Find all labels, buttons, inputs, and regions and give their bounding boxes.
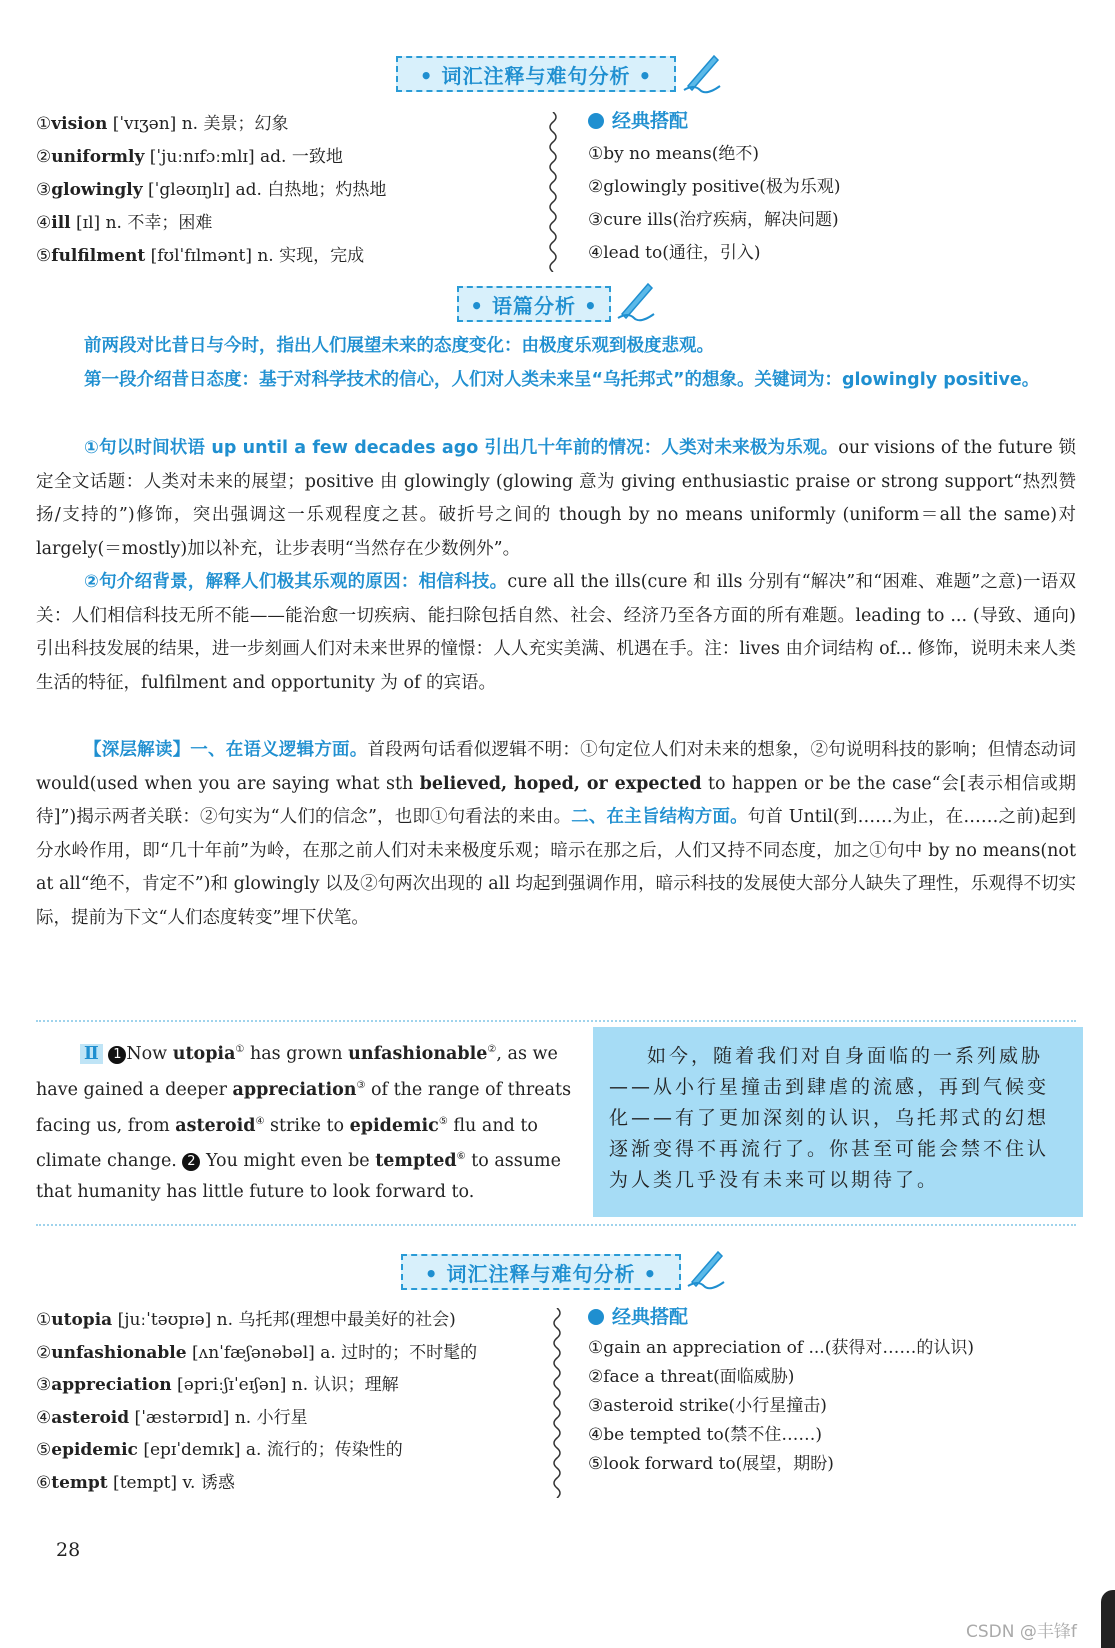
vocab-list-1 xyxy=(36,108,386,273)
collocation-item: ④lead to(通往，引入) xyxy=(588,243,761,263)
analysis-deep-reading: 【深层解读】一、在语义逻辑方面。首段两句话看似逻辑不明：①句定位人们对未来的想象，②句说明科技的影响；但情态动词 would(used when you are saying what sth believed, hoped, or expected to happen or be the case“会[表示相信或期待]”)揭示两者关联：②句实为“人们的信念”，也即①句看法的来由。二、在主旨结构方面。句首 Until(到……为止，在……之前)起到分水岭作用，即“几十年前”为岭，在那之前人们对未来极度乐观；暗示在那之后，人们又持不同态度，加之①句中 by no means(not at all“绝不，肯定不”)和 glowingly 以及②句两次出现的 all 均起到强调作用，暗示科技的发展使大部分人缺失了理性，乐观得不切实际，提前为下文“人们态度转变”埋下伏笔。 xyxy=(36,740,1077,928)
vocab-item: ⑥tempt [tempt] v. 诱惑 xyxy=(36,1472,235,1493)
analysis-para1-intro: 第一段介绍昔日态度：基于对科学技术的信心，人们对人类未来呈“乌托邦式”的想象。关键词为：glowingly positive。 xyxy=(84,370,1040,390)
collocations-2 xyxy=(588,1300,974,1479)
collocation-item: ①by no means(绝不) xyxy=(588,144,759,164)
vocab-item: ①utopia [juːˈtəʊpɪə] n. 乌托邦(理想中最美好的社会) xyxy=(36,1310,456,1330)
excerpt-translation: 如今，随着我们对自身面临的一系列威胁——从小行星撞击到肆虐的流感，再到气候变化——有了更加深刻的认识，乌托邦式的幻想逐渐变得不再流行了。你甚至可能会禁不住认为人类几乎没有未来可以期待了。 xyxy=(593,1027,1083,1217)
pen-icon xyxy=(684,1246,728,1290)
vocab-item: ③appreciation [əpriːʃɪˈeɪʃən] n. 认识；理解 xyxy=(36,1375,399,1395)
pen-icon xyxy=(680,50,724,94)
excerpt-english: Ⅱ 1 Now utopia① has grown unfashionable②, as we have gained a deeper appreciation③ of the range of threats facing us, from asteroid④ strike to epidemic⑤ flu and to climate change. 2 You might even be tempted⑥ to assume that humanity has little future to look forward to. xyxy=(36,1043,572,1203)
bullet-dot-icon xyxy=(588,1309,604,1325)
collocation-item: ③cure ills(治疗疾病，解决问题) xyxy=(588,210,839,230)
collocations-1 xyxy=(588,104,841,270)
section-title-discourse: • 语篇分析 • xyxy=(457,286,611,322)
analysis-sentence2: ②句介绍背景，解释人们极其乐观的原因：相信科技。cure all the ills(cure 和 ills 分别有“解决”和“困难、难题”之意)一语双关：人们相信科技无所不能——能治愈一切疾病、能扫除包括自然、社会、经济乃至各方面的所有难题。leading to ... (导致、通向)引出科技发展的结果，进一步刻画人们对未来世界的憧憬：人人充实美满、机遇在手。注：lives 由介词结构 of... 修饰，说明未来人类生活的特征，fulfilment and opportunity 为 of 的宾语。 xyxy=(36,572,1076,693)
sentence-number-badge: 1 xyxy=(108,1046,126,1064)
vocab-item: ②unfashionable [ʌnˈfæʃənəbəl] a. 过时的；不时髦的 xyxy=(36,1342,478,1363)
wavy-divider xyxy=(550,1308,564,1498)
vocab-item: ④ill [ɪl] n. 不幸；困难 xyxy=(36,213,213,233)
pen-icon xyxy=(614,278,658,322)
wavy-divider xyxy=(546,112,560,272)
collocation-item: ②glowingly positive(极为乐观) xyxy=(588,177,841,197)
vocab-list-2 xyxy=(36,1304,477,1499)
collocation-item: ④be tempted to(禁不住……) xyxy=(588,1425,822,1445)
vocab-item: ④asteroid [ˈæstərɒɪd] n. 小行星 xyxy=(36,1407,308,1428)
section-title-vocab: • 词汇注释与难句分析 • xyxy=(396,56,676,92)
analysis-summary: 前两段对比昔日与今时，指出人们展望未来的态度变化：由极度乐观到极度悲观。 xyxy=(84,336,714,356)
page-number: 28 xyxy=(56,1539,81,1561)
watermark: CSDN @丰锋f xyxy=(966,1622,1077,1642)
collocations-heading: 经典搭配 xyxy=(588,104,841,138)
collocations-heading: 经典搭配 xyxy=(588,1300,974,1334)
vocab-item: ③glowingly [ˈgləʊɪŋlɪ] ad. 白热地；灼热地 xyxy=(36,180,387,200)
vocab-item: ①vision [ˈvɪʒən] n. 美景；幻象 xyxy=(36,114,289,134)
dotted-divider xyxy=(36,1020,1076,1022)
collocation-item: ②face a threat(面临威胁) xyxy=(588,1367,795,1387)
collocation-item: ①gain an appreciation of ...(获得对……的认识) xyxy=(588,1338,974,1358)
collocation-item: ⑤look forward to(展望，期盼) xyxy=(588,1454,834,1474)
vocab-item: ⑤epidemic [epɪˈdemɪk] a. 流行的；传染性的 xyxy=(36,1440,403,1460)
vocab-item: ⑤fulfilment [fʊlˈfɪlmənt] n. 实现，完成 xyxy=(36,246,365,266)
dotted-divider xyxy=(36,1224,1076,1226)
avatar xyxy=(1101,1590,1115,1648)
collocation-item: ③asteroid strike(小行星撞击) xyxy=(588,1396,827,1416)
sentence-number-badge: 2 xyxy=(182,1153,200,1171)
bullet-dot-icon xyxy=(588,113,604,129)
section-title-vocab-2: • 词汇注释与难句分析 • xyxy=(401,1254,681,1290)
analysis-sentence1: ①句以时间状语 up until a few decades ago 引出几十年前的情况：人类对未来极为乐观。our visions of the future 锁定全文话题：人类对未来的展望；positive 由 glowingly (glowing 意为 giving enthusiastic praise or strong support“热烈赞扬/支持的”)修饰，突出强调这一乐观程度之甚。破折号之间的 though by no means uniformly (uniform＝all the same)对 largely(＝mostly)加以补充，让步表明“当然存在少数例外”。 xyxy=(36,438,1077,559)
vocab-item: ②uniformly [ˈjuːnɪfɔːmlɪ] ad. 一致地 xyxy=(36,147,343,167)
